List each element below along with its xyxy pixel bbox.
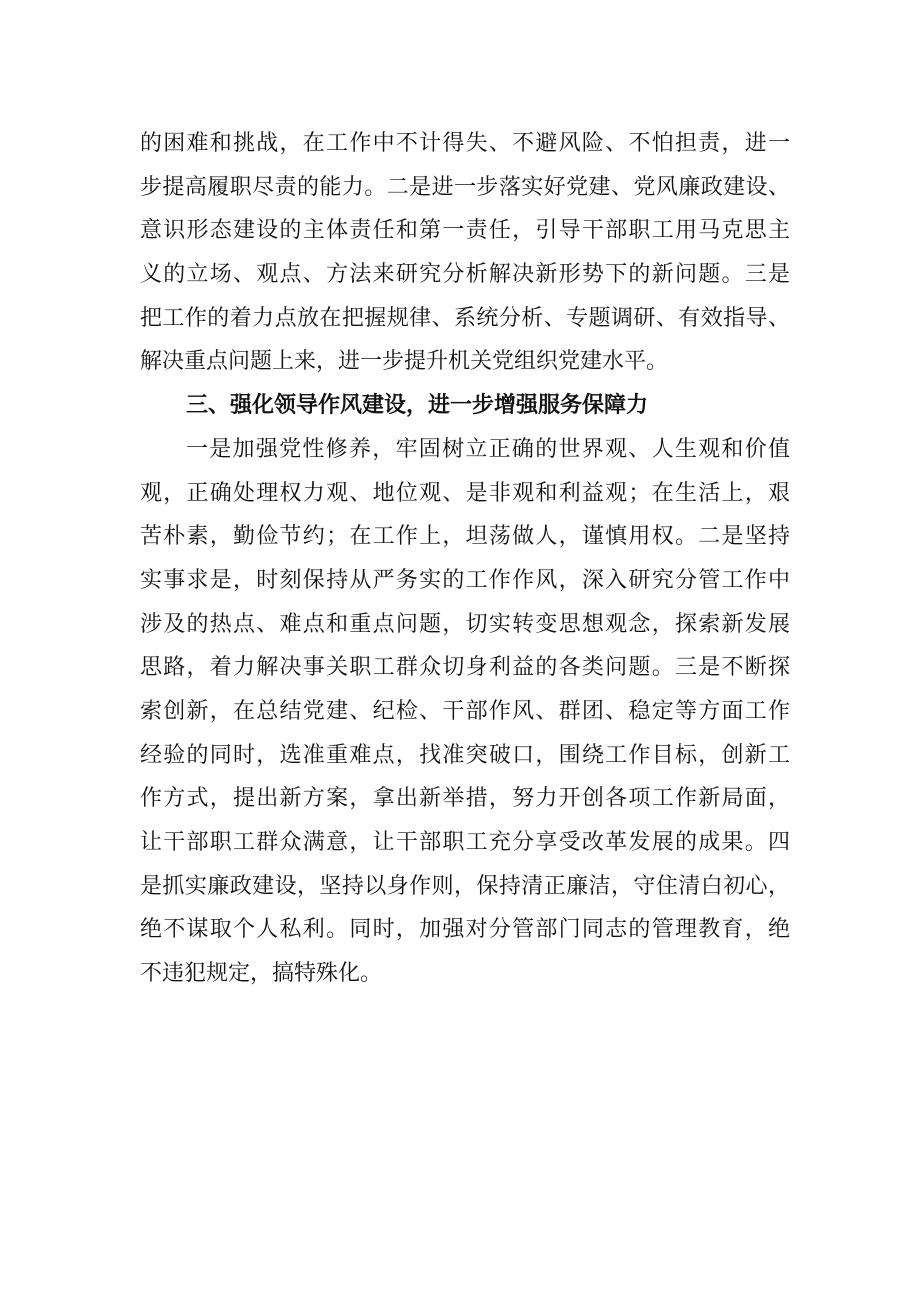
text-line: 绝不谋取个人私利。同时，加强对分管部门同志的管理教育，绝	[140, 917, 790, 943]
text-line: 不违犯规定，搞特殊化。	[140, 961, 383, 987]
text-line: 实事求是，时刻保持从严务实的工作作风，深入研究分管工作中	[140, 567, 790, 593]
text-line: 思路，着力解决事关职工群众切身利益的各类问题。三是不断探	[140, 655, 790, 681]
text-line: 苦朴素，勤俭节约；在工作上，坦荡做人，谨慎用权。二是坚持	[140, 524, 790, 550]
text-line: 索创新，在总结党建、纪检、干部作风、群团、稳定等方面工作	[140, 698, 790, 724]
text-line: 观，正确处理权力观、地位观、是非观和利益观；在生活上，艰	[140, 480, 790, 506]
text-line: 义的立场、观点、方法来研究分析解决新形势下的新问题。三是	[140, 262, 790, 288]
text-line: 让干部职工群众满意，让干部职工充分享受改革发展的成果。四	[140, 830, 790, 855]
paragraph-section-3	[140, 428, 790, 996]
text-line: 是抓实廉政建设，坚持以身作则，保持清正廉洁，守住清白初心，	[140, 873, 790, 899]
document-body	[140, 122, 790, 996]
text-line: 作方式，提出新方案，拿出新举措，努力开创各项工作新局面，	[140, 786, 790, 812]
paragraph-continued	[140, 122, 790, 384]
text-line: 一是加强党性修养，牢固树立正确的世界观、人生观和价值	[186, 436, 790, 462]
text-line: 解决重点问题上来，进一步提升机关党组织党建水平。	[140, 349, 669, 375]
section-heading: 三、强化领导作风建设，进一步增强服务保障力	[186, 393, 649, 419]
text-line: 经验的同时，选准重难点，找准突破口，围绕工作目标，创新工	[140, 742, 790, 768]
text-line: 把工作的着力点放在把握规律、系统分析、专题调研、有效指导、	[140, 305, 790, 331]
text-line: 步提高履职尽责的能力。二是进一步落实好党建、党风廉政建设、	[140, 174, 790, 200]
text-line: 的困难和挑战，在工作中不计得失、不避风险、不怕担责，进一	[140, 131, 790, 156]
text-line: 涉及的热点、难点和重点问题，切实转变思想观念，探索新发展	[140, 611, 790, 637]
text-line: 意识形态建设的主体责任和第一责任，引导干部职工用马克思主	[140, 218, 790, 244]
